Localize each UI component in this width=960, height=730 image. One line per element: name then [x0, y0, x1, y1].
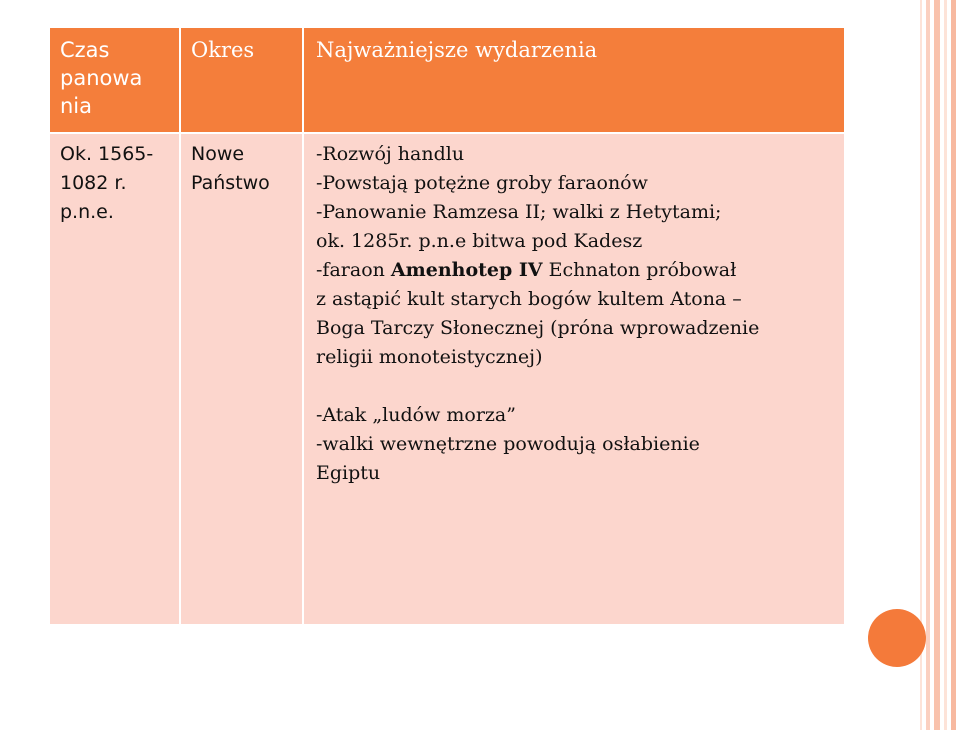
time-line: p.n.e.	[60, 201, 114, 223]
deco-line	[934, 0, 940, 730]
deco-line	[951, 0, 956, 730]
pharaoh-suffix: Echnaton próbował	[542, 259, 737, 281]
time-line: 1082 r.	[60, 172, 127, 194]
event-line: ok. 1285r. p.n.e bitwa pod Kadesz	[316, 230, 643, 252]
deco-line	[926, 0, 930, 730]
cell-time	[49, 133, 180, 625]
event-line: -Atak „ludów morza”	[316, 404, 516, 426]
cell-events	[303, 133, 845, 625]
header-time-line: nia	[60, 94, 93, 118]
header-time-line: panowa	[60, 66, 143, 90]
event-line: -Rozwój handlu	[316, 143, 465, 165]
orange-circle-decoration	[868, 609, 926, 667]
event-line: z astąpić kult starych bogów kultem Atona –	[316, 288, 742, 310]
event-pharaoh-line	[316, 256, 838, 285]
header-events: Najważniejsze wydarzenia	[303, 27, 845, 133]
paragraph-spacer	[316, 372, 838, 401]
pharaoh-name: Amenhotep IV	[390, 259, 543, 281]
pharaoh-prefix: -faraon	[316, 259, 391, 281]
event-line: Boga Tarczy Słonecznej (próna wprowadzenie	[316, 317, 760, 339]
table-header-row	[49, 27, 845, 133]
cell-period	[180, 133, 303, 625]
decorative-side-lines	[920, 0, 960, 730]
event-line: -Powstają potężne groby faraonów	[316, 172, 648, 194]
deco-line	[944, 0, 947, 730]
header-time	[49, 27, 180, 133]
header-time-line: Czas	[60, 38, 110, 62]
time-line: Ok. 1565-	[60, 143, 154, 165]
event-line: -Panowanie Ramzesa II; walki z Hetytami;	[316, 201, 722, 223]
egypt-history-table	[48, 26, 846, 626]
header-period: Okres	[180, 27, 303, 133]
event-line: Egiptu	[316, 462, 381, 484]
period-line: Nowe	[191, 143, 245, 165]
event-line: -walki wewnętrzne powodują osłabienie	[316, 433, 700, 455]
table-row	[49, 133, 845, 625]
period-line: Państwo	[191, 172, 270, 194]
event-line: religii monoteistycznej)	[316, 346, 543, 368]
